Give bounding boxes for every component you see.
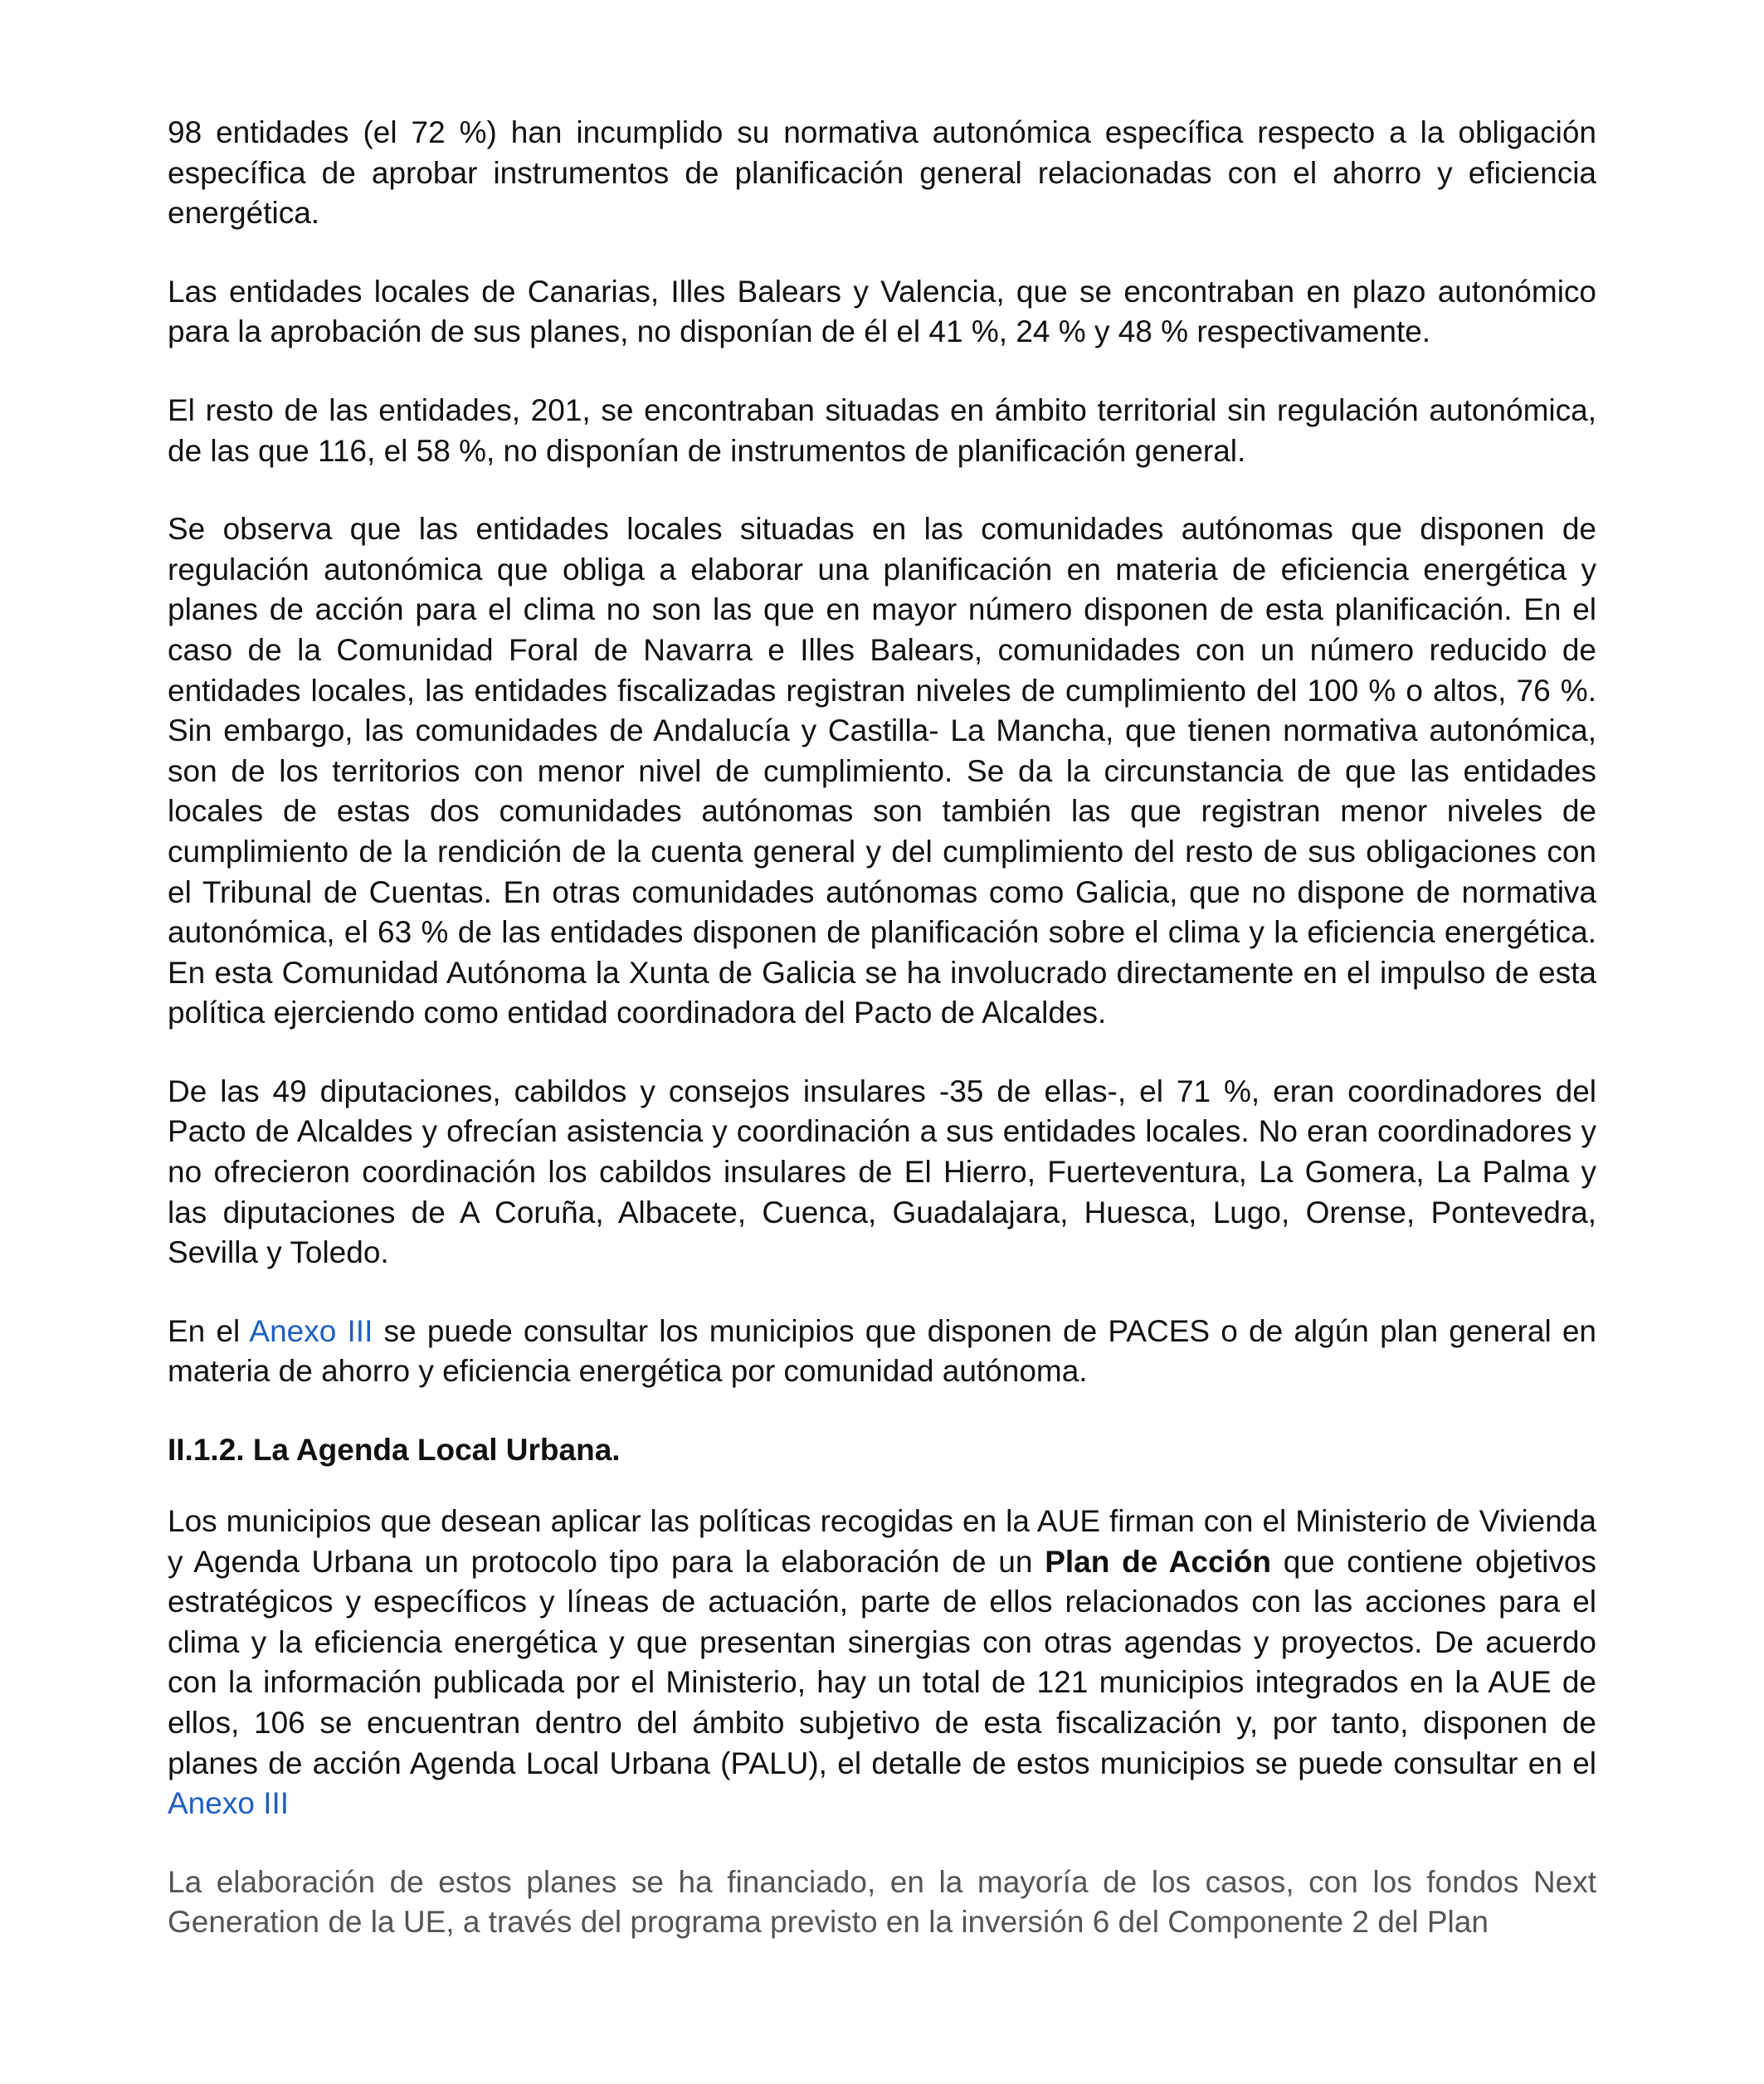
section-heading-agenda-local-urbana: II.1.2. La Agenda Local Urbana. [168,1433,621,1468]
paragraph-diputaciones: De las 49 diputaciones, cabildos y consejos insulares -35 de ellas-, el 71 %, eran coordinadores del Pacto de Alcaldes y ofrecían asistencia y coordinación a sus entidades locales. No eran coordinadores y no ofrecieron coordinación los cabildos insulares de El Hierro, Fuerteventura, La Gomera, La Palma y las diputaciones de A Coruña, Albacete, Cuenca, Guadalajara, Huesca, Lugo, Orense, Pontevedra, Sevilla y Toledo. [168,1074,1596,1270]
paragraph-anexo-paces-after: se puede consultar los municipios que disponen de PACES o de algún plan general en materia de ahorro y eficiencia energética por comunidad autónoma. [168,1313,1597,1389]
document-body [168,113,1596,1981]
anexo-iii-link-2[interactable]: Anexo III [168,1786,290,1821]
paragraph-incumplimiento: 98 entidades (el 72 %) han incumplido su normativa autonómica específica respecto a la obligación específica de aprobar instrumentos de planificación general relacionadas con el ahorro y eficiencia energética. [168,115,1596,231]
paragraph-resto-entidades: El resto de las entidades, 201, se encontraban situadas en ámbito territorial sin regulación autonómica, de las que 116, el 58 %, no disponían de instrumentos de planificación general. [168,392,1596,468]
paragraph-anexo-paces-before: En el [168,1313,250,1348]
paragraph-plan-de-accion-before: Los municipios que desean aplicar las políticas recogidas en la AUE firman con el Ministerio de Vivienda y Agenda Urbana un protocolo tipo para la elaboración de un [168,1504,1596,1579]
paragraph-financiacion: La elaboración de estos planes se ha financiado, en la mayoría de los casos, con los fondos Next Generation de la UE, a través del programa previsto en la inversión 6 del Componente 2 del Plan [168,1864,1596,1940]
plan-de-accion-bold: Plan de Acción [1045,1544,1272,1579]
anexo-iii-link[interactable]: Anexo III [249,1313,373,1348]
paragraph-canarias-baleares-valencia: Las entidades locales de Canarias, Illes Balears y Valencia, que se encontraban en plazo autonómico para la aprobación de sus planes, no disponían de él el 41 %, 24 % y 48 % respectivamente. [168,274,1596,349]
paragraph-plan-de-accion-after: que contiene objetivos estratégicos y específicos y líneas de actuación, parte de ellos relacionados con las acciones para el clima y la eficiencia energética y que presentan sinergias con otras agendas y proyectos. De acuerdo con la información publicada por el Ministerio, hay un total de 121 municipios integrados en la AUE de ellos, 106 se encuentran dentro del ámbito subjetivo de esta fiscalización y, por tanto, disponen de planes de acción Agenda Local Urbana (PALU), el detalle de estos municipios se puede consultar en el [168,1544,1596,1780]
paragraph-observacion-comunidades: Se observa que las entidades locales situadas en las comunidades autónomas que disponen de regulación autonómica que obliga a elaborar una planificación en materia de eficiencia energética y planes de acción para el clima no son las que en mayor número disponen de esta planificación. En el caso de la Comunidad Foral de Navarra e Illes Balears, comunidades con un número reducido de entidades locales, las entidades fiscalizadas registran niveles de cumplimiento del 100 % o altos, 76 %. Sin embargo, las comunidades de Andalucía y Castilla- La Mancha, que tienen normativa autonómica, son de los territorios con menor nivel de cumplimiento. Se da la circunstancia de que las entidades locales de estas dos comunidades autónomas son también las que registran menor niveles de cumplimiento de la rendición de la cuenta general y del cumplimiento del resto de sus obligaciones con el Tribunal de Cuentas. En otras comunidades autónomas como Galicia, que no dispone de normativa autonómica, el 63 % de las entidades disponen de planificación sobre el clima y la eficiencia energética. En esta Comunidad Autónoma la Xunta de Galicia se ha involucrado directamente en el impulso de esta política ejerciendo como entidad coordinadora del Pacto de Alcaldes. [168,512,1596,1030]
paragraph-plan-de-accion [168,1502,1596,1824]
paragraph-anexo-paces [168,1312,1596,1392]
